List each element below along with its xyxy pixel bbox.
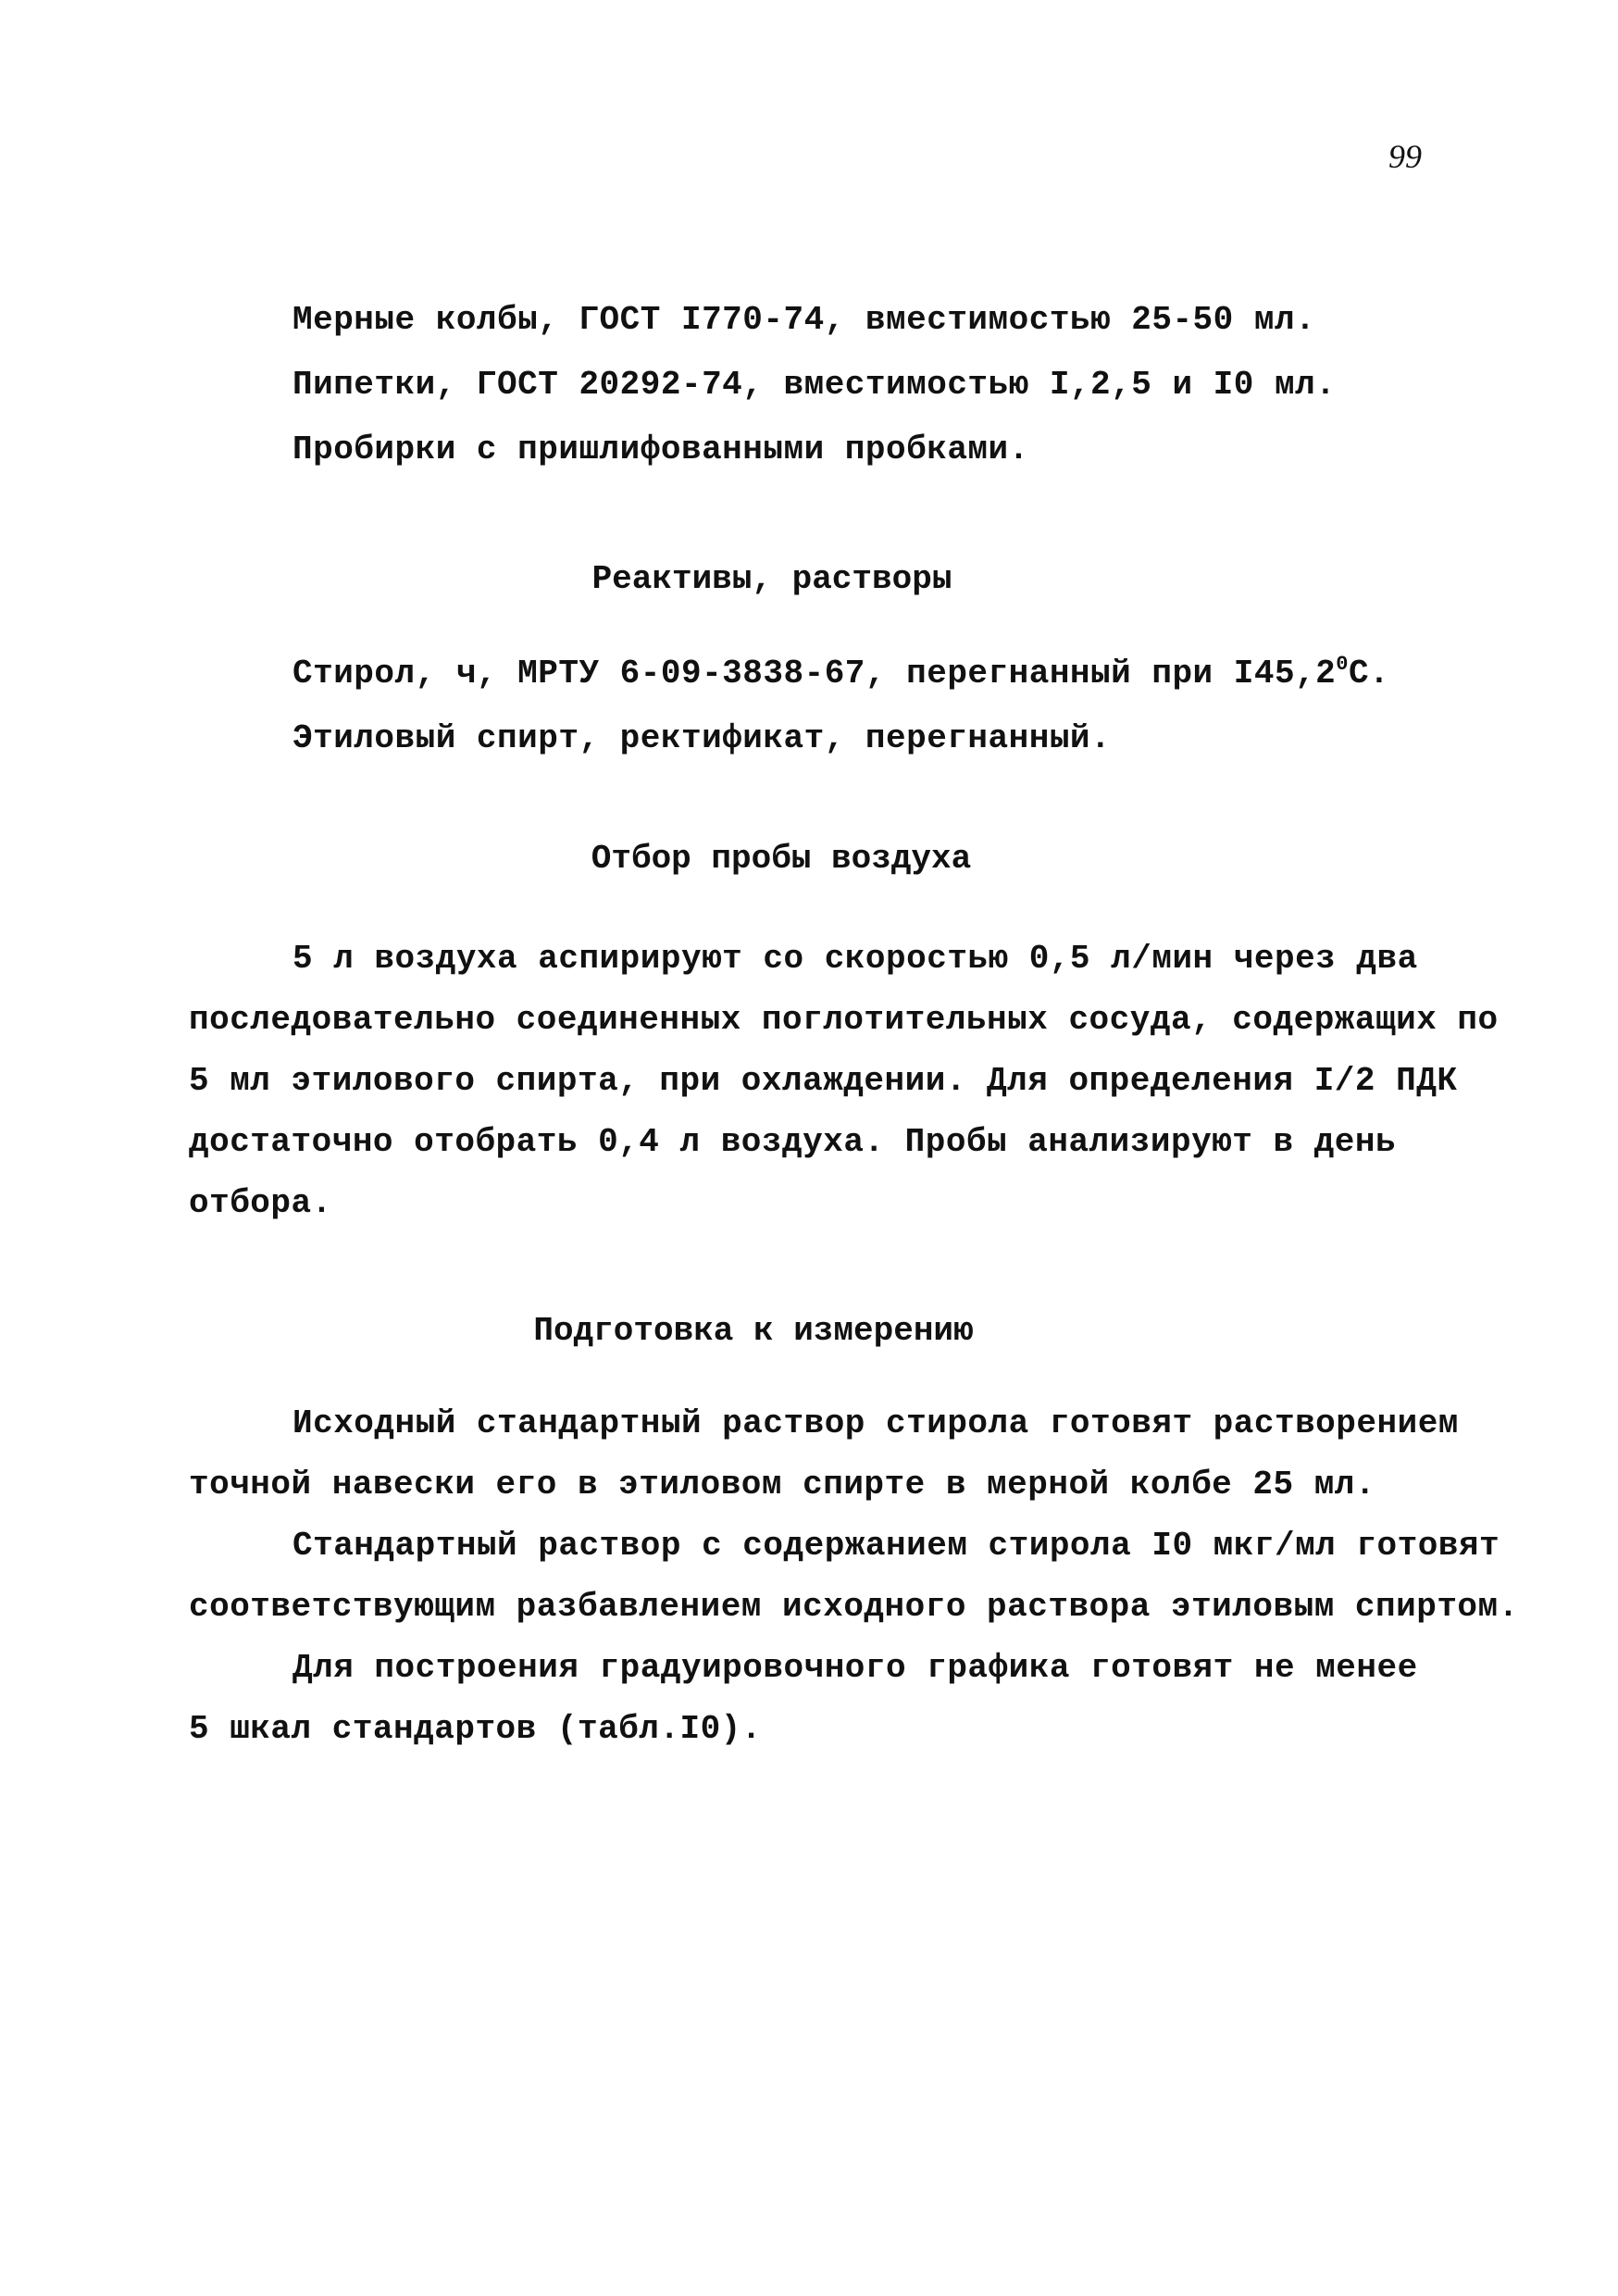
equipment-line-3: Пробирки с пришлифованными пробками. <box>292 430 1029 468</box>
sampling-line-4: достаточно отобрать 0,4 л воздуха. Пробы анализируют в день <box>189 1123 1397 1161</box>
prep-line-6: 5 шкал стандартов (табл.I0). <box>189 1710 762 1748</box>
sampling-line-2: последовательно соединенных поглотительных сосуда, содержащих по <box>189 1001 1499 1039</box>
reagent-styrene-text: Стирол, ч, МРТУ 6-09-3838-67, перегнанный при I45,2 <box>292 655 1337 693</box>
prep-line-5: Для построения градуировочного графика готовят не менее <box>292 1649 1418 1687</box>
reagents-heading: Реактивы, растворы <box>591 560 952 598</box>
reagent-ethanol: Этиловый спирт, ректификат, перегнанный. <box>292 719 1112 757</box>
sampling-line-5: отбора. <box>189 1184 332 1222</box>
prep-line-4: соответствующим разбавлением исходного раствора этиловым спиртом. <box>189 1588 1519 1626</box>
equipment-line-2: Пипетки, ГОСТ 20292-74, вместимостью I,2,5 и I0 мл. <box>292 366 1337 404</box>
sampling-line-1: 5 л воздуха аспирируют со скоростью 0,5 л/мин через два <box>292 940 1418 978</box>
prep-line-2: точной навески его в этиловом спирте в мерной колбе 25 мл. <box>189 1466 1376 1504</box>
sampling-line-3: 5 мл этилового спирта, при охлаждении. Для определения I/2 ПДК <box>189 1062 1458 1100</box>
degree-superscript: 0 <box>1336 653 1349 676</box>
reagent-styrene <box>292 654 1389 694</box>
page-number: 99 <box>1388 138 1422 175</box>
equipment-line-1: Мерные колбы, ГОСТ I770-74, вместимостью 25-50 мл. <box>292 301 1316 339</box>
reagent-styrene-unit: С. <box>1348 655 1390 693</box>
sampling-heading: Отбор пробы воздуха <box>591 840 972 878</box>
prep-heading: Подготовка к измерению <box>533 1312 974 1350</box>
prep-line-3: Стандартный раствор с содержанием стирола I0 мкг/мл готовят <box>292 1527 1500 1565</box>
prep-line-1: Исходный стандартный раствор стирола готовят растворением <box>292 1404 1459 1442</box>
